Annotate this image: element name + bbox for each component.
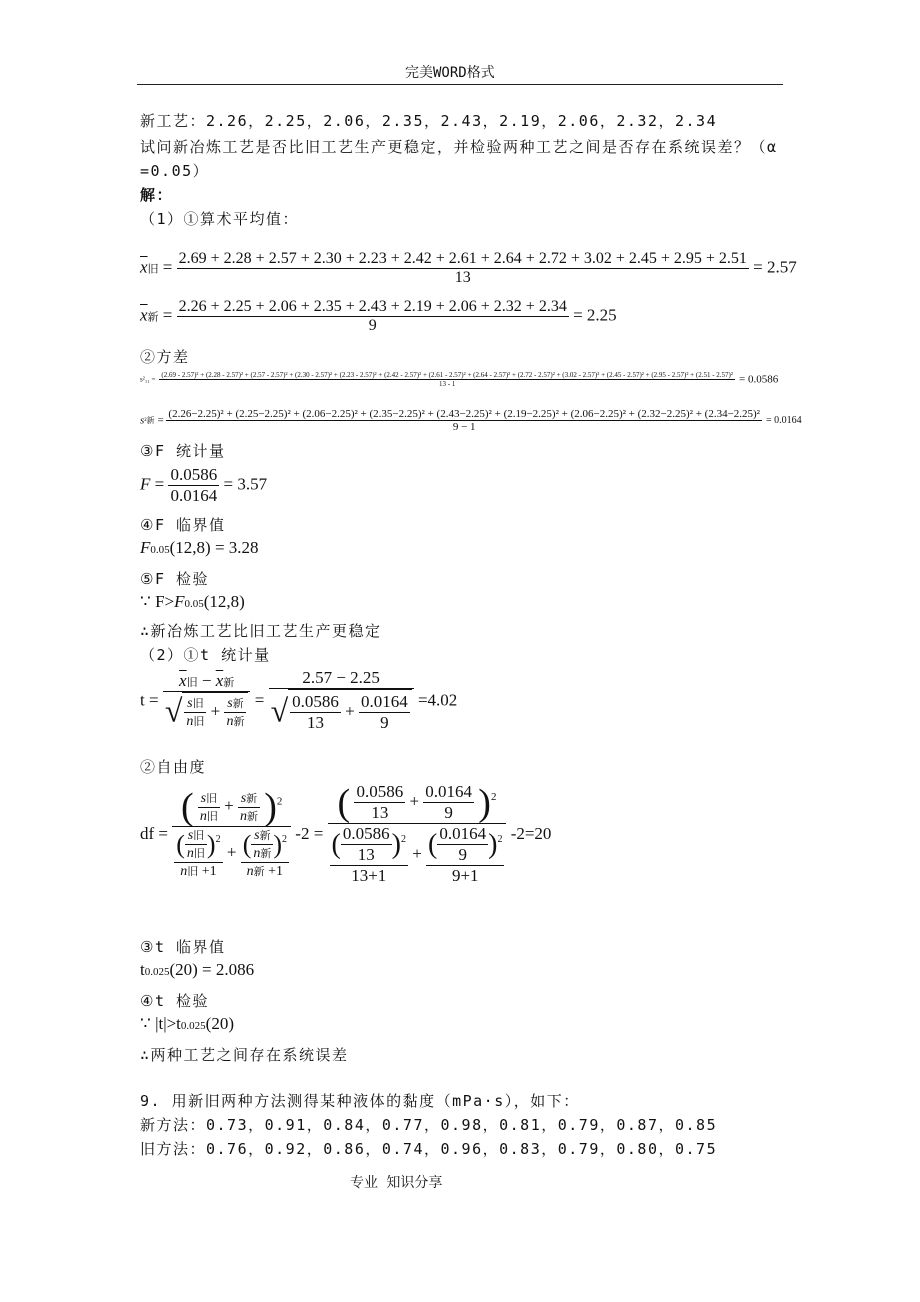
mean-old-fraction: 2.69 + 2.28 + 2.57 + 2.30 + 2.23 + 2.42 + 2.61 + 2.64 + 2.72 + 3.02 + 2.45 + 2.95 + 2.51 13	[178, 250, 747, 286]
step-variance-heading: ②方差	[140, 348, 190, 366]
question-text: 试问新冶炼工艺是否比旧工艺生产更稳定，并检验两种工艺之间是否存在系统误差？（α	[140, 138, 778, 156]
f-critical-formula: F0.05(12,8) = 3.28	[140, 538, 259, 557]
t-symbolic-fraction: $\overline{x}$旧 − $\overline{x}$新 √ $\frac{\text{s旧}}{\text{n旧}}$ + $\frac{\text{s新}}{\text{n新}}$	[163, 671, 251, 730]
f-test-formula: ∵ F>F0.05(12,8)	[140, 592, 245, 611]
t-statistic-formula: t = $\overline{x}$旧 − $\overline{x}$新 √ $\frac{\text{s旧}}{\text{n旧}}$ + $\frac{\text{s新}}{\text{n新}}$ = 2.57 − 2.25 √ $\frac{0.0586}{13}$ + $\frac{0.0164}{9}$ =4.02	[140, 668, 458, 732]
problem9-new-method: 新方法：0.73，0.91，0.84，0.77，0.98，0.81，0.79，0.87，0.85	[140, 1116, 718, 1134]
mean-new-formula: $\overline{x}$新 = $\frac{2.26 + 2.25 + 2.06 + 2.35 + 2.43 + 2.19 + 2.06 + 2.32 + 2.34}{9}$ = 2.25	[140, 298, 617, 334]
page-header: 完美WORD格式	[405, 65, 495, 81]
step-t-statistic-heading: （2）①t 统计量	[140, 646, 271, 664]
conclusion-systematic-error: ∴两种工艺之间存在系统误差	[140, 1046, 349, 1064]
step-df-heading: ②自由度	[140, 758, 207, 776]
t-critical-formula: t0.025(20) = 2.086	[140, 960, 255, 979]
header-rule	[137, 84, 783, 85]
f-fraction: $\frac{0.0586}{0.0164}$	[170, 465, 218, 505]
df-numeric-fraction: ( $\frac{0.0586}{13}$ + $\frac{0.0164}{9}$ )$^2$ ( $\frac{0.0586}{13}$ )$^2$ 13+1 + ( $\frac{0.0164}{9}$ )$^2$ 9+1	[328, 782, 507, 886]
variance-new-formula: s²新 = (2.26−2.25)² + (2.25−2.25)² + (2.06−2.25)² + (2.35−2.25)² + (2.43−2.25)² + (2.19−2.25)² + (2.06−2.25)² + (2.32−2.25)² + (2.34−2.25)² 9 − 1 = 0.0164	[140, 408, 802, 433]
df-symbolic-fraction: ( $\frac{\text{s旧}}{\text{n旧}}$ + $\frac{\text{s新}}{\text{n新}}$ )$^2$ ( $\frac{\text{s旧}}{\text{n旧}}$ )$^2$ n旧 +1 + ( $\frac{\text{s新}}{\text{n新}}$ )$^2$ n新 +1	[172, 788, 291, 880]
variance-old-formula: s²₁₁ = (2.69 - 2.57)² + (2.28 - 2.57)² + (2.57 - 2.57)² + (2.30 - 2.57)² + (2.23 - 2.57)² + (2.42 - 2.57)² + (2.61 - 2.57)² + (2.64 - 2.57)² + (2.72 - 2.57)² + (3.02 - 2.57)² + (2.45 - 2.57)² + (2.95 - 2.57)² + (2.51 - 2.57)² 13 - 1 = 0.0586	[140, 370, 779, 388]
t-test-formula: ∵ |t|>t0.025(20)	[140, 1014, 234, 1033]
mean-new-fraction: $\frac{2.26 + 2.25 + 2.06 + 2.35 + 2.43 + 2.19 + 2.06 + 2.32 + 2.34}{9}$	[178, 298, 567, 334]
variance-old-fraction: (2.69 - 2.57)² + (2.28 - 2.57)² + (2.57 - 2.57)² + (2.30 - 2.57)² + (2.23 - 2.57)² + (2.42 - 2.57)² + (2.61 - 2.57)² + (2.64 - 2.57)² + (2.72 - 2.57)² + (3.02 - 2.57)² + (2.45 - 2.57)² + (2.95 - 2.57)² + (2.51 - 2.57)² 13 - 1	[161, 370, 733, 388]
alpha-value: =0.05）	[140, 162, 210, 180]
f-statistic-formula: F = $\frac{0.0586}{0.0164}$ = 3.57	[140, 465, 268, 505]
solution-label: 解：	[140, 186, 174, 204]
variance-new-fraction: (2.26−2.25)² + (2.25−2.25)² + (2.06−2.25)² + (2.35−2.25)² + (2.43−2.25)² + (2.19−2.25)² + (2.06−2.25)² + (2.32−2.25)² + (2.34−2.25)² 9 − 1	[168, 408, 760, 433]
step-f-critical-heading: ④F 临界值	[140, 516, 226, 534]
t-numeric-fraction: 2.57 − 2.25 √ $\frac{0.0586}{13}$ + $\frac{0.0164}{9}$	[269, 668, 414, 733]
step-t-critical-heading: ③t 临界值	[140, 938, 226, 956]
problem9-old-method: 旧方法：0.76，0.92，0.86，0.74，0.96，0.83，0.79，0.80，0.75	[140, 1140, 718, 1158]
step-mean-heading: （1）①算术平均值：	[140, 210, 300, 228]
new-process-data: 新工艺：2.26，2.25，2.06，2.35，2.43，2.19，2.06，2.32，2.34	[140, 112, 718, 130]
step-f-test-heading: ⑤F 检验	[140, 570, 210, 588]
step-f-statistic-heading: ③F 统计量	[140, 442, 226, 460]
df-formula: df = ( $\frac{\text{s旧}}{\text{n旧}}$ + $\frac{\text{s新}}{\text{n新}}$ )$^2$ ( $\frac{\text{s旧}}{\text{n旧}}$ )$^2$ n旧 +1 + ( $\frac{\text{s新}}{\text{n新}}$ )$^2$ n新 +1 -2 = ( $\frac{0.0586}{13}$ + $\frac{0.0164}{9}$ )$^2$ ( $\frac{0.0586}{13}$ )$^2$ 13+1 + ( $\frac{0.0164}{9}$ )$^2$ 9+1 -2=20	[140, 781, 552, 885]
step-t-test-heading: ④t 检验	[140, 992, 210, 1010]
problem9-title: 9. 用新旧两种方法测得某种液体的黏度（mPa·s），如下：	[140, 1092, 580, 1110]
mean-old-formula: $\overline{x}$旧 = 2.69 + 2.28 + 2.57 + 2.30 + 2.23 + 2.42 + 2.61 + 2.64 + 2.72 + 3.02 + 2.45 + 2.95 + 2.51 13 = 2.57	[140, 250, 797, 286]
page-footer: 专业 知识分享	[350, 1175, 443, 1191]
conclusion-stability: ∴新冶炼工艺比旧工艺生产更稳定	[140, 622, 382, 640]
